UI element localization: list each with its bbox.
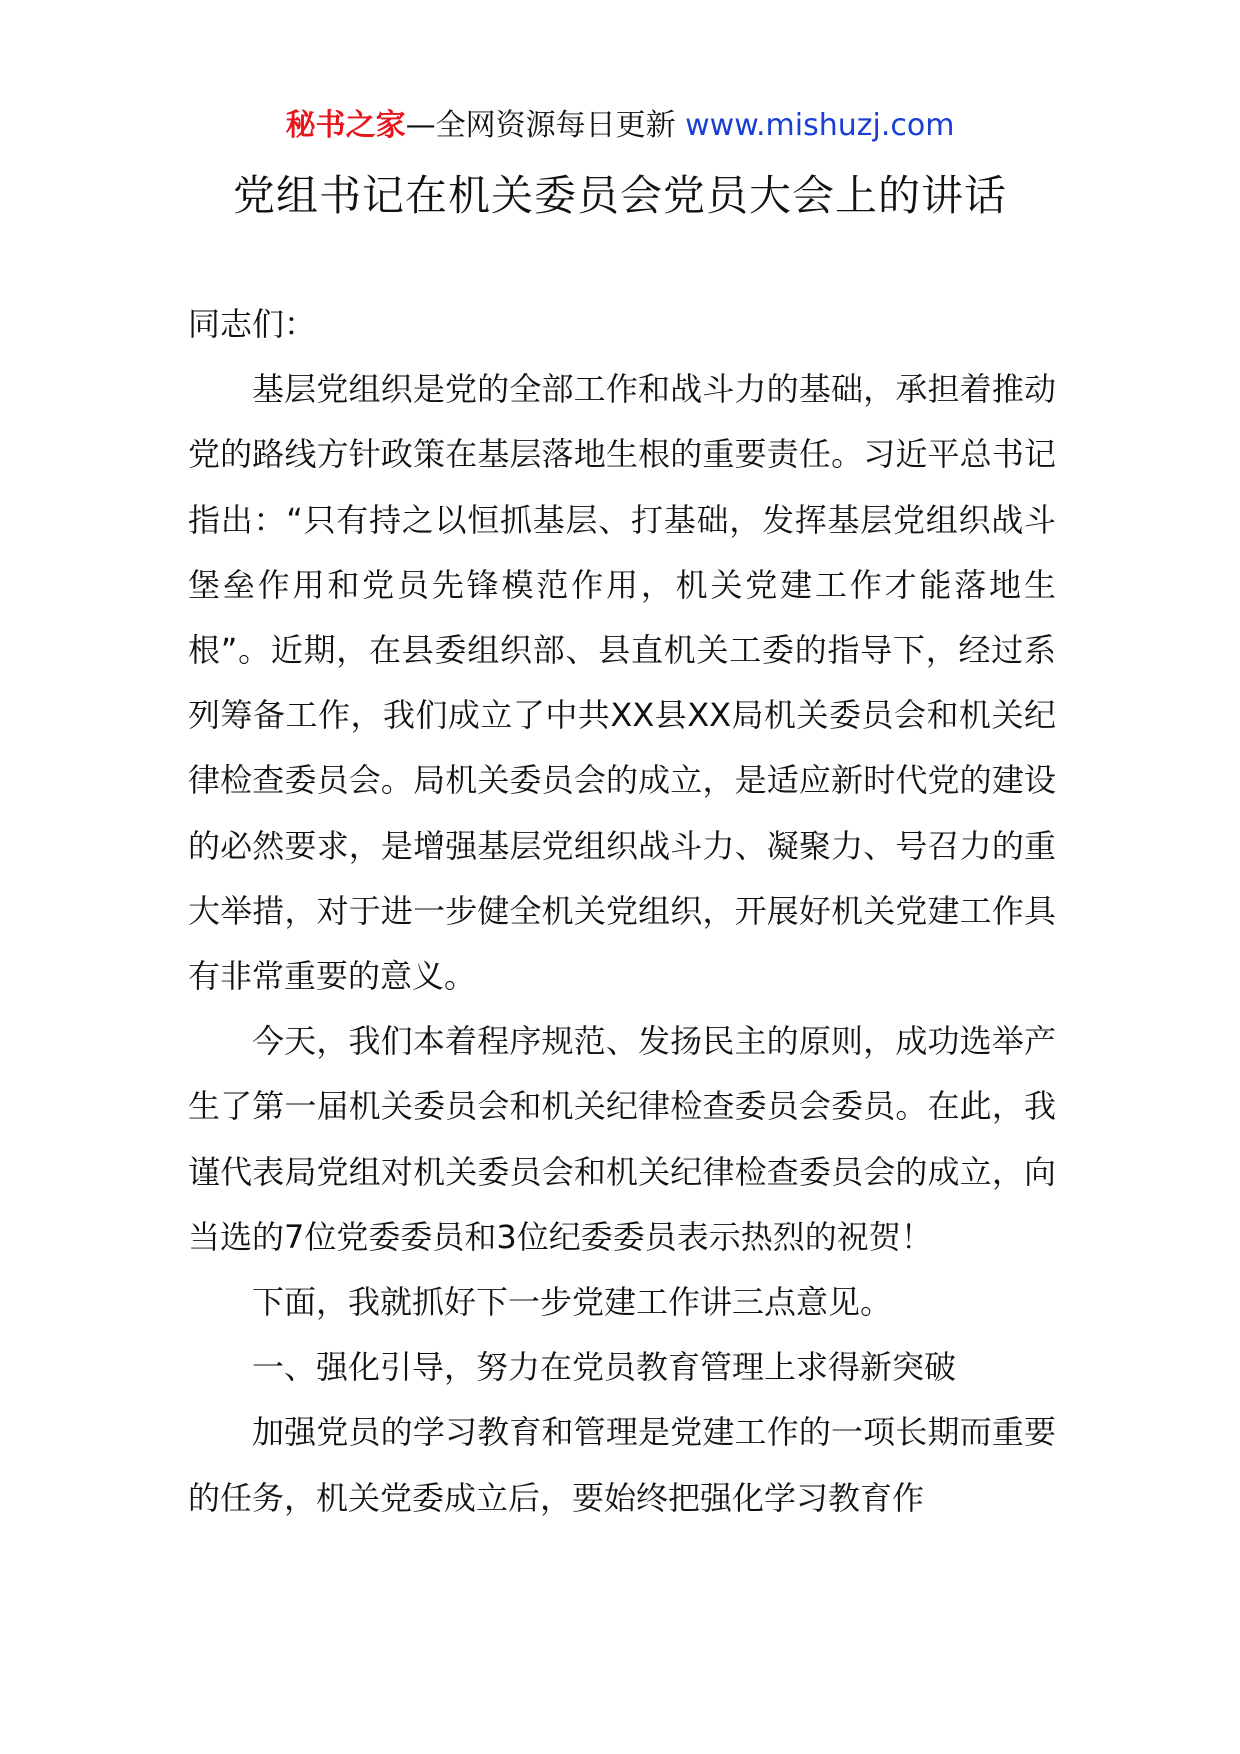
site-url[interactable]: www.mishuzj.com [685,108,955,143]
paragraph-3: 下面，我就抓好下一步党建工作讲三点意见。 [252,1283,893,1322]
site-brand: 秘书之家 [285,108,406,143]
document-body [188,292,1056,1531]
site-slogan: —全网资源每日更新 [405,108,676,143]
document-title: 党组书记在机关委员会党员大会上的讲话 [232,171,1007,220]
site-header [0,104,1240,148]
paragraph-1: 基层党组织是党的全部工作和战斗力的基础，承担着推动党的路线方针政策在基层落地生根的重要责任。习近平总书记指出：“只有持之以恒抓基层、打基础，发挥基层党组织战斗堡垒作用和党员先锋模范作用，机关党建工作才能落地生根”。近期，在县委组织部、县直机关工委的指导下，经过系列筹备工作，我们成立了中共XX县XX局机关委员会和机关纪律检查委员会。局机关委员会的成立，是适应新时代党的建设的必然要求，是增强基层党组织战斗力、凝聚力、号召力的重大举措，对于进一步健全机关党组织，开展好机关党建工作具有非常重要的意义。 [188,370,1056,996]
paragraph-4: 加强党员的学习教育和管理是党建工作的一项长期而重要的任务，机关党委成立后，要始终把强化学习教育作 [188,1413,1056,1517]
paragraph-2: 今天，我们本着程序规范、发扬民主的原则，成功选举产生了第一届机关委员会和机关纪律检查委员会委员。在此，我谨代表局党组对机关委员会和机关纪律检查委员会的成立，向当选的7位党委委员和3位纪委委员表示热烈的祝贺！ [188,1022,1056,1256]
section-heading-1: 一、强化引导，努力在党员教育管理上求得新突破 [252,1348,957,1387]
salutation: 同志们： [188,305,317,343]
